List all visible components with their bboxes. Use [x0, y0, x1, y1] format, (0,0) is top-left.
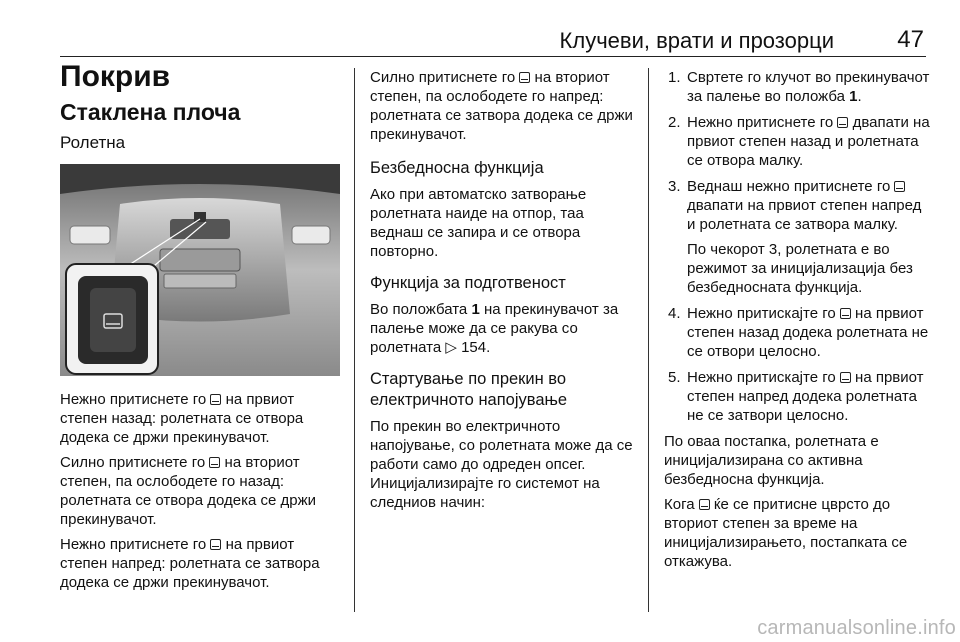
page-reference[interactable]: 154.: [461, 339, 491, 356]
sunblind-switch-icon: [840, 308, 851, 319]
sunblind-switch-icon: [519, 72, 530, 83]
sunblind-switch-icon: [840, 372, 851, 383]
section-subsubtitle: Ролетна: [60, 133, 126, 152]
list-item: 5. Нежно притискајте го на првиот степен напред додека ролетната не се затвори целосно.: [668, 369, 924, 424]
page-header: [60, 26, 926, 57]
section-title: Покрив: [60, 60, 171, 93]
paragraph: Нежно притиснете го на првиот степен назад: ролетната се отвора додека се држи прекинувачот.: [60, 391, 304, 446]
list-item: 2. Нежно притиснете го двапати на првиот степен назад и ролетната се отвора малку.: [668, 114, 930, 169]
sunblind-switch-icon: [209, 457, 220, 468]
after-text: По оваа постапка, ролетната е иницијализирана со активна безбедносна функција.: [664, 433, 879, 488]
sunblind-switch-icon: [837, 117, 848, 128]
section-subtitle: Стаклена плоча: [60, 99, 241, 125]
safety-text: Ако при автоматско затворање ролетната наиде на отпор, таа веднаш се запира и се отвора повторно.: [370, 186, 587, 260]
standby-heading: Функција за подготвеност: [370, 274, 566, 292]
column-3: [664, 68, 930, 577]
paragraph: Силно притиснете го на вториот степен, па ослободете го назад: ролетната се отвора додека се држи прекинувачот.: [60, 454, 316, 528]
sunblind-switch-icon: [894, 181, 905, 192]
chapter-title: Клучеви, врати и прозорци: [559, 28, 834, 53]
column-2: [370, 68, 640, 518]
page-number: 47: [897, 26, 924, 53]
paragraph: Нежно притиснете го на првиот степен напред: ролетната се затвора додека се држи прекинувачот.: [60, 536, 320, 591]
sunblind-switch-icon: [210, 539, 221, 550]
list-item: 1. Свртете го клучот во прекинувачот за палење во положба 1.: [668, 69, 930, 105]
sunblind-switch-icon: [699, 499, 710, 510]
final-text: Кога ќе се притисне цврсто до вториот степен за време на иницијализирањето, постапката се откажува.: [664, 496, 908, 570]
column-1: [60, 60, 340, 598]
list-item: 3. Веднаш нежно притиснете го двапати на првиот степен напред и ролетната се затвора малку. По чекорот 3, ролетната е во режимот за иницијализација без безбедносната функција.: [664, 177, 930, 297]
standby-text: Во положбата 1 на прекинувачот за палење може да се ракува со ролетната ▷ 154.: [370, 301, 619, 356]
list-item: 4. Нежно притискајте го на првиот степен назад додека ролетната не се отвори целосно.: [668, 305, 929, 360]
init-text: По прекин во електричното напојување, со ролетната може да се работи само до одреден опсег. Иницијализирајте го системот на следниов начин:: [370, 418, 633, 511]
paragraph: Силно притиснете го на вториот степен, па ослободете го напред: ролетната се затвора додека се држи прекинувачот.: [370, 69, 633, 143]
init-heading: Стартување по прекин во електричното напојување: [370, 370, 568, 409]
init-steps: [664, 68, 930, 425]
column-divider: [354, 68, 355, 612]
safety-heading: Безбедносна функција: [370, 159, 544, 177]
step-note: По чекорот 3, ролетната е во режимот за иницијализација без безбедносната функција.: [687, 241, 913, 296]
roof-console-illustration: [60, 164, 340, 376]
watermark: carmanualsonline.info: [757, 617, 956, 639]
column-divider: [648, 68, 649, 612]
sunblind-switch-icon: [210, 394, 221, 405]
sunblind-switch-figure: [60, 164, 340, 376]
page-reference-icon: ▷: [445, 339, 457, 356]
